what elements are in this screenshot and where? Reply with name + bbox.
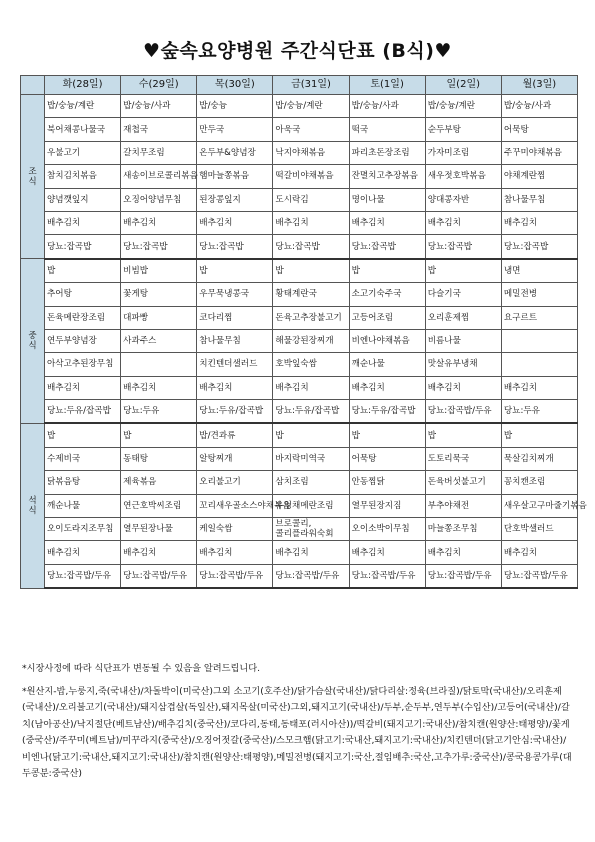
menu-cell: 알탕찌개 bbox=[197, 447, 273, 470]
menu-cell: 마늘쫑조무침 bbox=[425, 518, 501, 541]
menu-row bbox=[21, 118, 578, 141]
day-header: 월(3일) bbox=[501, 76, 577, 95]
menu-cell: 밥/숭늉/계란 bbox=[425, 95, 501, 118]
menu-cell: 오징어양념무침 bbox=[121, 188, 197, 211]
menu-cell: 밥 bbox=[425, 423, 501, 447]
menu-cell: 열무된장지짐 bbox=[349, 494, 425, 517]
menu-cell: 당뇨:두유 bbox=[501, 400, 577, 424]
menu-cell: 아삭고추된장무침 bbox=[45, 353, 121, 376]
menu-cell: 수제비국 bbox=[45, 447, 121, 470]
menu-cell: 배추김치 bbox=[45, 376, 121, 399]
menu-cell: 바지락미역국 bbox=[273, 447, 349, 470]
menu-cell: 제육볶음 bbox=[121, 471, 197, 494]
menu-cell: 밥 bbox=[197, 259, 273, 283]
menu-cell: 오이도라지조무침 bbox=[45, 518, 121, 541]
menu-cell: 추어탕 bbox=[45, 283, 121, 306]
menu-row bbox=[21, 329, 578, 352]
menu-cell: 배추김치 bbox=[501, 376, 577, 399]
menu-cell: 떡갈비야채볶음 bbox=[273, 165, 349, 188]
menu-cell: 당뇨:두유/잡곡밥 bbox=[197, 400, 273, 424]
menu-cell: 배추김치 bbox=[425, 211, 501, 234]
menu-cell: 당뇨:잡곡밥/두유 bbox=[425, 400, 501, 424]
menu-cell: 참나물무침 bbox=[501, 188, 577, 211]
menu-cell: 치킨텐더샐러드 bbox=[197, 353, 273, 376]
menu-row bbox=[21, 306, 578, 329]
menu-cell bbox=[501, 353, 577, 376]
menu-cell: 오이소박이무침 bbox=[349, 518, 425, 541]
menu-cell: 배추김치 bbox=[45, 541, 121, 564]
meal-label bbox=[21, 423, 45, 588]
menu-cell: 우불고기 bbox=[45, 141, 121, 164]
menu-cell: 당뇨:잡곡밥/두유 bbox=[273, 564, 349, 588]
menu-cell: 당뇨:두유/잡곡밥 bbox=[273, 400, 349, 424]
menu-cell: 맛살유부냉채 bbox=[425, 353, 501, 376]
menu-cell: 배추김치 bbox=[273, 376, 349, 399]
menu-cell: 오리훈제찜 bbox=[425, 306, 501, 329]
menu-cell: 연두부양념장 bbox=[45, 329, 121, 352]
menu-cell: 돈육버섯불고기 bbox=[425, 471, 501, 494]
menu-cell: 당뇨:잡곡밥/두유 bbox=[425, 564, 501, 588]
menu-cell: 요구르트 bbox=[501, 306, 577, 329]
menu-cell: 소고기숙주국 bbox=[349, 283, 425, 306]
weekly-menu-table bbox=[20, 75, 587, 589]
change-notice: *시장사정에 따라 식단표가 변동될 수 있음을 알려드립니다. bbox=[22, 663, 261, 674]
menu-cell: 꽁치캔조림 bbox=[501, 471, 577, 494]
menu-cell: 밥 bbox=[349, 423, 425, 447]
menu-cell: 배추김치 bbox=[349, 211, 425, 234]
menu-cell: 우무묵냉콩국 bbox=[197, 283, 273, 306]
menu-cell: 배추김치 bbox=[121, 541, 197, 564]
menu-cell: 도시락김 bbox=[273, 188, 349, 211]
day-header-row bbox=[21, 76, 578, 95]
menu-cell: 배추김치 bbox=[349, 376, 425, 399]
menu-cell: 갈치무조림 bbox=[121, 141, 197, 164]
menu-cell: 재첩국 bbox=[121, 118, 197, 141]
menu-cell: 도토리묵국 bbox=[425, 447, 501, 470]
menu-cell: 밥 bbox=[425, 259, 501, 283]
menu-row bbox=[21, 400, 578, 424]
menu-cell: 우엉채메란조림 bbox=[273, 494, 349, 517]
menu-cell: 당뇨:두유/잡곡밥 bbox=[349, 400, 425, 424]
menu-cell: 당뇨:잡곡밥/두유 bbox=[197, 564, 273, 588]
menu-cell: 배추김치 bbox=[501, 541, 577, 564]
menu-cell: 배추김치 bbox=[349, 541, 425, 564]
menu-cell: 양대콩자반 bbox=[425, 188, 501, 211]
menu-cell: 배추김치 bbox=[121, 376, 197, 399]
menu-cell: 깨순나물 bbox=[45, 494, 121, 517]
menu-cell: 밥 bbox=[273, 423, 349, 447]
day-header: 목(30일) bbox=[197, 76, 273, 95]
menu-cell: 햄마늘쫑볶음 bbox=[197, 165, 273, 188]
menu-cell: 안동찜닭 bbox=[349, 471, 425, 494]
menu-cell: 당뇨:잡곡밥 bbox=[273, 235, 349, 259]
menu-cell: 부추야채전 bbox=[425, 494, 501, 517]
menu-cell: 참나물무침 bbox=[197, 329, 273, 352]
menu-cell: 대파빵 bbox=[121, 306, 197, 329]
menu-cell: 된장콩잎지 bbox=[197, 188, 273, 211]
menu-cell: 파리초돈장조림 bbox=[349, 141, 425, 164]
menu-cell: 당뇨:두유 bbox=[121, 400, 197, 424]
menu-cell: 당뇨:잡곡밥 bbox=[45, 235, 121, 259]
menu-cell: 당뇨:잡곡밥/두유 bbox=[45, 564, 121, 588]
menu-cell: 새우젓호박볶음 bbox=[425, 165, 501, 188]
menu-body bbox=[21, 95, 587, 589]
menu-cell: 양념깻잎지 bbox=[45, 188, 121, 211]
meal-label-text: 조식 bbox=[28, 166, 37, 187]
menu-cell: 명이나물 bbox=[349, 188, 425, 211]
menu-cell: 다슬기국 bbox=[425, 283, 501, 306]
menu-cell: 배추김치 bbox=[197, 376, 273, 399]
menu-row bbox=[21, 95, 578, 118]
menu-cell: 아욱국 bbox=[273, 118, 349, 141]
menu-cell: 황태계란국 bbox=[273, 283, 349, 306]
origin-notice: *원산지-밥,누룽지,죽(국내산)/차돌박이(미국산)그외 소고기(호주산)/닭가슴살(국내산)/닭다리살:정육(브라질)/닭토막(국내산)/오리훈제(국내산)/오리불고기(국내산)/돼지삼겹살(독일산),돼지목살(미국산)그외,돼지고기(국내산)/두부,순두부,연두부(수입산)/고등어(국내산)/갈치(남아공산)/낙지절단(베트남산)/배추김치(중국산)/코다리,동태,동태포(러시아산))/떡갈비(돼지고기:국내산)/참치캔(원양산:태평양)/꽃게(중국산)/주꾸미(베트남)/미꾸라지(중국산)/오징어젓갈(중국산)/스모크햄(닭고기:국내산,돼지고기:국내산)/치킨텐더(닭고기안심:국내산)/비엔나(닭고기:국내산,돼지고기:국내산)/참치캔(원양산:태평양),메밀전병(돼지고기:국산,절임배추:국산,고추가루:중국산)/콩국용콩가루(대두콩분:중국산) bbox=[22, 685, 572, 779]
menu-cell: 배추김치 bbox=[501, 211, 577, 234]
menu-cell: 배추김치 bbox=[273, 541, 349, 564]
menu-row bbox=[21, 211, 578, 234]
menu-row bbox=[21, 447, 578, 470]
menu-cell: 만두국 bbox=[197, 118, 273, 141]
menu-cell: 코다리찜 bbox=[197, 306, 273, 329]
menu-row bbox=[21, 259, 578, 283]
day-header: 금(31일) bbox=[273, 76, 349, 95]
menu-cell: 케일숙쌈 bbox=[197, 518, 273, 541]
menu-cell: 낙지야채볶음 bbox=[273, 141, 349, 164]
menu-cell: 참치김치볶음 bbox=[45, 165, 121, 188]
menu-cell: 호박잎숙쌈 bbox=[273, 353, 349, 376]
menu-row bbox=[21, 353, 578, 376]
menu-cell: 꼬리새우골소스야채볶음 bbox=[197, 494, 273, 517]
menu-cell: 당뇨:잡곡밥/두유 bbox=[349, 564, 425, 588]
day-header: 토(1일) bbox=[349, 76, 425, 95]
day-header: 화(28일) bbox=[45, 76, 121, 95]
menu-cell: 밥/숭늉/사과 bbox=[501, 95, 577, 118]
meal-label bbox=[21, 95, 45, 259]
menu-cell: 순두부탕 bbox=[425, 118, 501, 141]
menu-row bbox=[21, 188, 578, 211]
menu-cell: 비엔나야채볶음 bbox=[349, 329, 425, 352]
menu-row bbox=[21, 494, 578, 517]
meal-label bbox=[21, 259, 45, 424]
menu-row bbox=[21, 235, 578, 259]
menu-cell: 배추김치 bbox=[273, 211, 349, 234]
menu-cell: 밥 bbox=[273, 259, 349, 283]
table-corner bbox=[21, 76, 45, 95]
menu-cell bbox=[121, 353, 197, 376]
menu-cell: 당뇨:잡곡밥/두유 bbox=[501, 564, 577, 588]
menu-cell: 배추김치 bbox=[197, 211, 273, 234]
menu-cell: 가자미조림 bbox=[425, 141, 501, 164]
menu-cell: 연근호박씨조림 bbox=[121, 494, 197, 517]
menu-row bbox=[21, 564, 578, 588]
menu-cell: 해물강된장찌개 bbox=[273, 329, 349, 352]
menu-cell: 어묵탕 bbox=[349, 447, 425, 470]
menu-cell: 배추김치 bbox=[425, 541, 501, 564]
menu-cell: 밥/숭늉/계란 bbox=[273, 95, 349, 118]
menu-cell: 새송이브로콜리볶음 bbox=[121, 165, 197, 188]
menu-cell: 고등어조림 bbox=[349, 306, 425, 329]
menu-row bbox=[21, 541, 578, 564]
menu-cell: 배추김치 bbox=[121, 211, 197, 234]
menu-cell: 비름나물 bbox=[425, 329, 501, 352]
menu-cell: 꽃게탕 bbox=[121, 283, 197, 306]
menu-cell: 당뇨:잡곡밥 bbox=[121, 235, 197, 259]
menu-row bbox=[21, 471, 578, 494]
menu-cell: 당뇨:두유/잡곡밥 bbox=[45, 400, 121, 424]
menu-cell: 돈육고추장불고기 bbox=[273, 306, 349, 329]
menu-cell: 온두부&양념장 bbox=[197, 141, 273, 164]
notes-section bbox=[22, 661, 572, 783]
menu-cell: 밥 bbox=[45, 259, 121, 283]
menu-cell: 냉면 bbox=[501, 259, 577, 283]
menu-cell: 밥/숭늉 bbox=[197, 95, 273, 118]
menu-cell: 깨순나물 bbox=[349, 353, 425, 376]
menu-cell: 밥/숭늉/계란 bbox=[45, 95, 121, 118]
menu-cell: 밥 bbox=[121, 423, 197, 447]
menu-cell: 밥 bbox=[45, 423, 121, 447]
menu-cell: 어묵탕 bbox=[501, 118, 577, 141]
menu-cell: 브로콜리,콜리플라워숙회 bbox=[273, 518, 349, 541]
page-title: ♥숲속요양병원 주간식단표 (B식)♥ bbox=[143, 40, 452, 62]
menu-cell: 밥 bbox=[501, 423, 577, 447]
menu-cell: 비빔밥 bbox=[121, 259, 197, 283]
menu-cell: 열무된장나물 bbox=[121, 518, 197, 541]
menu-row bbox=[21, 283, 578, 306]
menu-cell: 당뇨:잡곡밥 bbox=[501, 235, 577, 259]
meal-label-text: 중식 bbox=[28, 331, 37, 352]
menu-cell: 주꾸미야채볶음 bbox=[501, 141, 577, 164]
menu-cell: 새우살고구마줄기볶음 bbox=[501, 494, 577, 517]
menu-cell: 메밀전병 bbox=[501, 283, 577, 306]
menu-cell: 배추김치 bbox=[425, 376, 501, 399]
menu-cell: 밥/숭늉/사과 bbox=[121, 95, 197, 118]
menu-cell: 당뇨:잡곡밥 bbox=[197, 235, 273, 259]
menu-cell: 배추김치 bbox=[197, 541, 273, 564]
menu-cell: 단호박샐러드 bbox=[501, 518, 577, 541]
menu-cell: 동태탕 bbox=[121, 447, 197, 470]
menu-row bbox=[21, 376, 578, 399]
day-header: 일(2일) bbox=[425, 76, 501, 95]
menu-cell: 밥/견과류 bbox=[197, 423, 273, 447]
menu-cell: 북어채콩나물국 bbox=[45, 118, 121, 141]
menu-cell: 돈육메란장조림 bbox=[45, 306, 121, 329]
menu-cell: 삼치조림 bbox=[273, 471, 349, 494]
menu-cell: 당뇨:잡곡밥/두유 bbox=[121, 564, 197, 588]
menu-cell: 묵살김치찌개 bbox=[501, 447, 577, 470]
menu-row bbox=[21, 165, 578, 188]
menu-cell: 떡국 bbox=[349, 118, 425, 141]
menu-row bbox=[21, 423, 578, 447]
day-header: 수(29일) bbox=[121, 76, 197, 95]
menu-cell: 사과주스 bbox=[121, 329, 197, 352]
menu-cell: 오리불고기 bbox=[197, 471, 273, 494]
menu-row bbox=[21, 518, 578, 541]
menu-cell bbox=[501, 329, 577, 352]
menu-row bbox=[21, 141, 578, 164]
menu-cell: 밥/숭늉/사과 bbox=[349, 95, 425, 118]
menu-cell: 배추김치 bbox=[45, 211, 121, 234]
menu-cell: 밥 bbox=[349, 259, 425, 283]
meal-label-text: 석식 bbox=[28, 495, 37, 516]
menu-cell: 당뇨:잡곡밥 bbox=[349, 235, 425, 259]
menu-cell: 잔멸치고추장볶음 bbox=[349, 165, 425, 188]
menu-cell: 야채계란찜 bbox=[501, 165, 577, 188]
menu-cell: 닭볶음탕 bbox=[45, 471, 121, 494]
menu-cell: 당뇨:잡곡밥 bbox=[425, 235, 501, 259]
